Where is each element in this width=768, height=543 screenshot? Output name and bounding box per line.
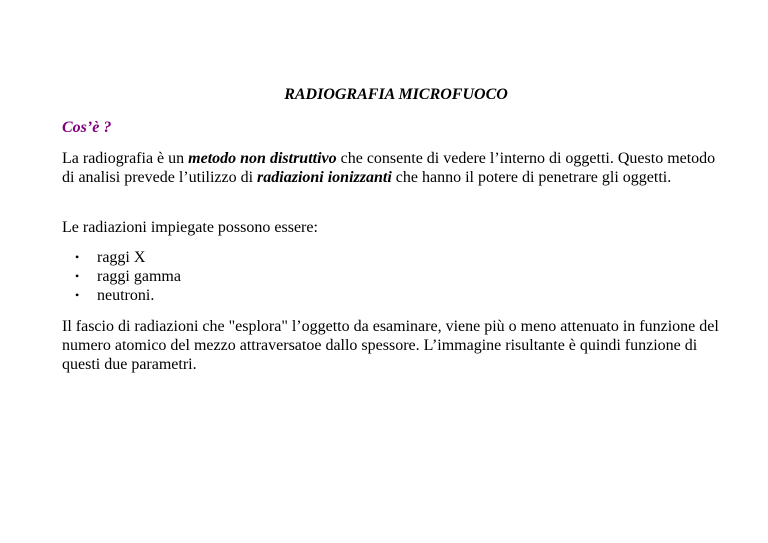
bullet-icon: • bbox=[75, 269, 80, 283]
intro-emphasis-2: radiazioni ionizzanti bbox=[257, 169, 392, 186]
explanation-paragraph: Il fascio di radiazioni che "esplora" l’oggetto da esaminare, viene più o meno attenuato in funzione del numero atomico del mezzo attraversatoe dallo spessore. L’immagine risultante è quindi funzione di questi due parametri. bbox=[62, 318, 719, 373]
section-heading: Cos’è ? bbox=[62, 119, 112, 136]
bullet-icon: • bbox=[75, 288, 80, 302]
list-item-label: raggi gamma bbox=[97, 268, 181, 285]
intro-emphasis-1: metodo non distruttivo bbox=[188, 150, 337, 167]
intro-text-3: che hanno il potere di penetrare gli oggetti. bbox=[391, 169, 672, 186]
list-item bbox=[62, 267, 181, 286]
intro-text-1: La radiografia è un bbox=[62, 150, 189, 167]
list-item bbox=[62, 248, 181, 267]
document-title: RADIOGRAFIA MICROFUOCO bbox=[284, 86, 508, 103]
list-item bbox=[62, 286, 181, 305]
list-item-label: neutroni. bbox=[97, 287, 155, 304]
intro-paragraph bbox=[62, 149, 730, 187]
bullet-icon: • bbox=[75, 250, 80, 264]
radiation-types-intro: Le radiazioni impiegate possono essere: bbox=[62, 219, 318, 236]
list-item-label: raggi X bbox=[97, 249, 146, 266]
intro-text-2: che consente di vedere l’interno di oggetti. Questo metodo di analisi prevede l’utilizzo di bbox=[62, 150, 716, 186]
radiation-types-list bbox=[62, 248, 181, 305]
